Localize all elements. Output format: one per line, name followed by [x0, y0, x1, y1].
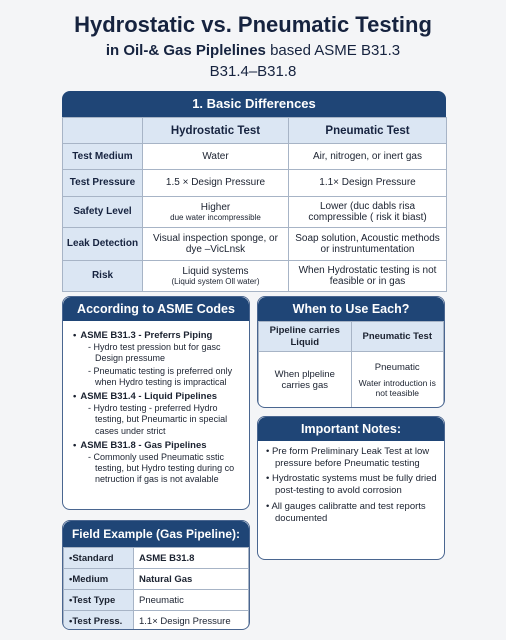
list-item: • Pre form Preliminary Leak Test at low pressure before Pneumatic testing [266, 446, 438, 470]
field-key: • Standard [64, 548, 134, 569]
field-example-table [63, 547, 249, 630]
row-label: Safety Level [63, 197, 143, 228]
row-label: Risk [63, 261, 143, 292]
important-notes-list [258, 441, 444, 525]
when-body-note: Water introduction is not teasible [358, 377, 436, 398]
when-body-right [351, 352, 444, 409]
hydro-main: Liquid systems [182, 265, 249, 277]
when-to-use-table [258, 321, 444, 408]
important-notes-section [257, 416, 445, 560]
field-value: Natural Gas [134, 569, 249, 590]
when-to-use-section [257, 296, 445, 408]
list-item: • ASME B31.8 - Gas Pipelines [73, 440, 243, 451]
when-body-left: When plpeline carries gas [259, 352, 352, 409]
table-row [63, 261, 447, 292]
table-header-row [63, 118, 447, 144]
field-example-section [62, 520, 250, 630]
when-header-right: Pneumatic Test [351, 322, 444, 352]
basic-differences-heading: 1. Basic Differences [62, 91, 446, 117]
hydro-cell: Water [143, 144, 289, 170]
field-key: • Test Type [64, 590, 134, 611]
list-item: • All gauges calibratte and test reports documented [266, 501, 438, 525]
pneu-cell: 1.1× Design Pressure [289, 170, 447, 197]
table-row [259, 352, 444, 409]
table-row [64, 590, 249, 611]
row-label: Test Medium [63, 144, 143, 170]
field-key: • Medium [64, 569, 134, 590]
list-item: • Hydrostatic systems must be fully dried post-testing to avold corrosion [266, 473, 438, 497]
when-to-use-heading: When to Use Each? [258, 297, 444, 321]
page-title: Hydrostatic vs. Pneumatic Testing [74, 12, 432, 37]
asme-codes-heading: According to ASME Codes [63, 297, 249, 321]
field-example-heading: Field Example (Gas Pipeline): [63, 521, 249, 547]
table-row [64, 548, 249, 569]
col-header-hydrostatic: Hydrostatic Test [143, 118, 289, 144]
table-row [63, 170, 447, 197]
page-subtitle [0, 42, 506, 59]
subtitle-bold: in Oil-& Gas Piplelines [105, 42, 266, 59]
hydro-cell: Visual inspection sponge, or dye –VicLnsk [143, 228, 289, 261]
col-header-pneumatic: Pneumatic Test [289, 118, 447, 144]
when-body-main: Pneumatic [374, 362, 420, 374]
hydro-main: Higher [200, 201, 231, 213]
table-header-row [259, 322, 444, 352]
list-subitem: - Hydro testing - preferred Hydro testing, but Pneumartic in special cases under strict [85, 403, 243, 437]
subtitle-rest: based ASME B31.3 [270, 42, 401, 59]
hydro-cell: 1.5 × Design Pressure [143, 170, 289, 197]
when-header-left: Pipeline carries Liquid [259, 322, 352, 352]
field-value: Pneumatic [134, 590, 249, 611]
field-value: 1.1× Design Pressure [134, 611, 249, 631]
pneu-cell: When Hydrostatic testing is not feasible or in gas [289, 261, 447, 292]
hydro-cell [143, 197, 289, 228]
list-item: • ASME B31.3 - Preferrs Piping [73, 330, 243, 341]
table-row [64, 569, 249, 590]
corner-cell [63, 118, 143, 144]
asme-codes-list [63, 321, 249, 486]
basic-differences-table [62, 117, 447, 292]
field-key: • Test Press. [64, 611, 134, 631]
hydro-note: due water incompressible [170, 213, 261, 223]
table-row [63, 228, 447, 261]
table-row [63, 197, 447, 228]
pneu-cell: Air, nitrogen, or inert gas [289, 144, 447, 170]
list-subitem: - Pneumatic testing is preferred only when Hydro testing is impractical [85, 366, 243, 389]
row-label: Leak Detection [63, 228, 143, 261]
table-row [63, 144, 447, 170]
pneu-cell: Lower (duc dabls risa compressible ( risk it biast) [289, 197, 447, 228]
hydro-note: (Liquid system Oll water) [171, 277, 260, 287]
basic-differences-section [62, 91, 446, 292]
important-notes-heading: Important Notes: [258, 417, 444, 441]
pneu-cell: Soap solution, Acoustic methods or instruntumentation [289, 228, 447, 261]
field-value: ASME B31.8 [134, 548, 249, 569]
hydro-cell [143, 261, 289, 292]
list-subitem: - Hydro test pression but for gasc Design pressume [85, 342, 243, 365]
list-item: • ASME B31.4 - Liquid Pipelines [73, 391, 243, 402]
table-row [64, 611, 249, 631]
row-label: Test Pressure [63, 170, 143, 197]
page-subtitle-codes: B31.4–B31.8 [209, 63, 297, 80]
list-subitem: - Commonly used Pneumatic sstic testing, but Hydro testing during co netruction if gas is not avalable [85, 452, 243, 486]
asme-codes-section [62, 296, 250, 510]
